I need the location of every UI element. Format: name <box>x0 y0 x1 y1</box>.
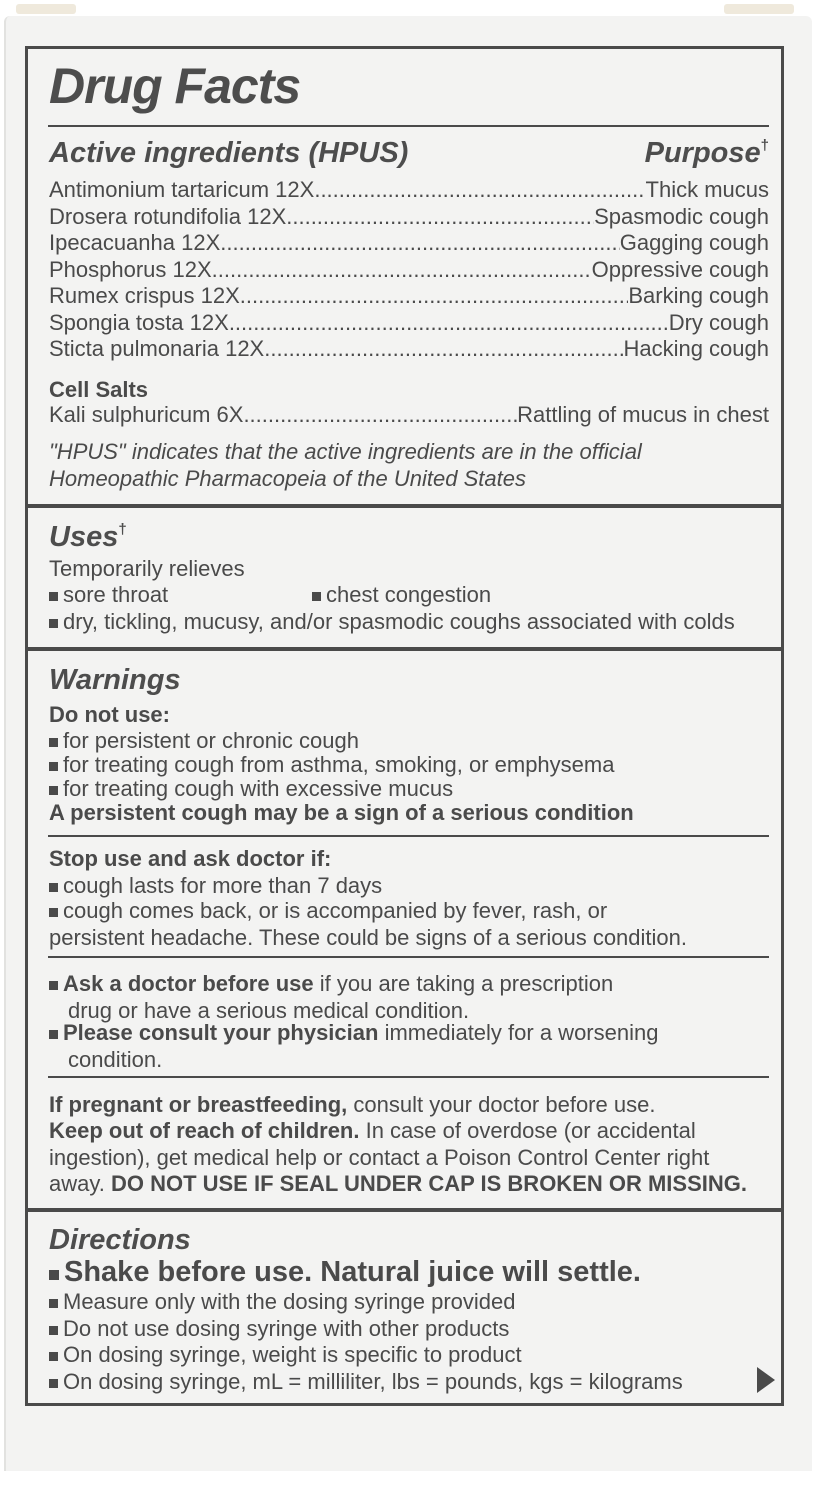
bullet-icon <box>49 738 58 747</box>
stop-use-heading: Stop use and ask doctor if: <box>49 846 332 871</box>
drug-facts-panel <box>25 46 784 1406</box>
ingredient-row: Drosera rotundifolia 12X ..... Spasmodic cough <box>49 204 769 230</box>
directions-item: Do not use dosing syringe with other products <box>49 1316 509 1343</box>
warnings-divider <box>48 956 769 958</box>
bullet-icon <box>312 592 321 601</box>
bullet-icon <box>49 762 58 771</box>
do-not-use-heading: Do not use: <box>49 702 170 727</box>
dagger-mark: † <box>118 521 127 538</box>
bullet-icon <box>49 1352 58 1361</box>
section-divider <box>28 504 781 508</box>
play-arrow-icon <box>757 1367 775 1393</box>
bullet-icon <box>49 883 58 892</box>
do-not-use-item: for treating cough with excessive mucus <box>49 776 453 803</box>
cell-salt-row: Kali sulphuricum 6X ..... Rattling of mucus in chest <box>49 402 769 428</box>
bullet-icon <box>49 981 58 990</box>
warnings-divider <box>48 1076 769 1078</box>
warnings-divider <box>48 835 769 837</box>
bullet-icon <box>49 619 58 628</box>
cell-salts-heading: Cell Salts <box>49 377 149 402</box>
ingredient-row: Rumex crispus 12X ..... Barking cough <box>49 283 769 309</box>
bullet-icon <box>49 1379 58 1388</box>
uses-item: dry, tickling, mucusy, and/or spasmodic coughs associated with colds <box>49 609 735 636</box>
shake-instruction: Shake before use. Natural juice will settle. <box>49 1256 641 1289</box>
directions-item: On dosing syringe, mL = milliliter, lbs = pounds, kgs = kilograms <box>49 1369 683 1396</box>
title-divider <box>48 125 769 127</box>
bullet-icon <box>49 1326 58 1335</box>
pregnancy-warning: If pregnant or breastfeeding, consult your doctor before use. <box>49 1092 656 1117</box>
directions-item: Measure only with the dosing syringe provided <box>49 1289 515 1316</box>
dagger-mark: † <box>760 137 769 154</box>
purpose-heading: Purpose† <box>644 137 769 169</box>
drug-facts-title: Drug Facts <box>49 58 301 114</box>
bullet-icon <box>49 908 58 917</box>
ingredient-row: Ipecacuanha 12X ..... Gagging cough <box>49 230 769 256</box>
bullet-icon <box>49 786 58 795</box>
section-divider <box>28 647 781 651</box>
carton-flap-left <box>16 4 76 14</box>
ingredient-row: Spongia tosta 12X ..... Dry cough <box>49 310 769 336</box>
persistent-cough-note: A persistent cough may be a sign of a serious condition <box>49 800 634 825</box>
directions-item: On dosing syringe, weight is specific to product <box>49 1342 522 1369</box>
uses-heading: Uses† <box>49 521 127 553</box>
ask-doctor-item: Ask a doctor before use if you are taking a prescription drug or have a serious medical condition. <box>49 971 613 1024</box>
do-not-use-item: for persistent or chronic cough <box>49 728 359 755</box>
bullet-icon <box>49 1299 58 1308</box>
ingredient-row: Phosphorus 12X ..... Oppressive cough <box>49 257 769 283</box>
stop-use-item: cough lasts for more than 7 days <box>49 873 382 900</box>
ingredient-row: Antimonium tartaricum 12X ..... Thick mucus <box>49 177 769 203</box>
section-divider <box>28 1208 781 1212</box>
bullet-icon <box>49 1270 59 1280</box>
do-not-use-item: for treating cough from asthma, smoking, or emphysema <box>49 752 614 779</box>
bullet-icon <box>49 1030 58 1039</box>
hpus-note: "HPUS" indicates that the active ingredients are in the official Homeopathic Pharmacopeia of the United States <box>49 439 642 491</box>
keep-out-warning: Keep out of reach of children. In case of overdose (or accidental ingestion), get medical help or contact a Poison Control Center right away. DO NOT USE IF SEAL UNDER CAP IS BROKEN OR MISSING. <box>49 1118 747 1196</box>
warnings-heading: Warnings <box>49 664 181 696</box>
uses-item: chest congestion <box>312 582 491 609</box>
carton-flap-right <box>724 4 794 14</box>
ingredient-row: Sticta pulmonaria 12X ..... Hacking cough <box>49 336 769 362</box>
bullet-icon <box>49 592 58 601</box>
seal-warning: DO NOT USE IF SEAL UNDER CAP IS BROKEN OR MISSING. <box>110 1171 747 1196</box>
uses-item: sore throat <box>49 582 168 609</box>
active-ingredients-heading: Active ingredients (HPUS) <box>49 137 409 169</box>
stop-use-item: cough comes back, or is accompanied by fever, rash, or persistent headache. These could be signs of a serious condition. <box>49 898 687 950</box>
directions-heading: Directions <box>49 1224 191 1256</box>
uses-intro: Temporarily relieves <box>49 556 245 581</box>
consult-physician-item: Please consult your physician immediately for a worsening condition. <box>49 1020 658 1073</box>
